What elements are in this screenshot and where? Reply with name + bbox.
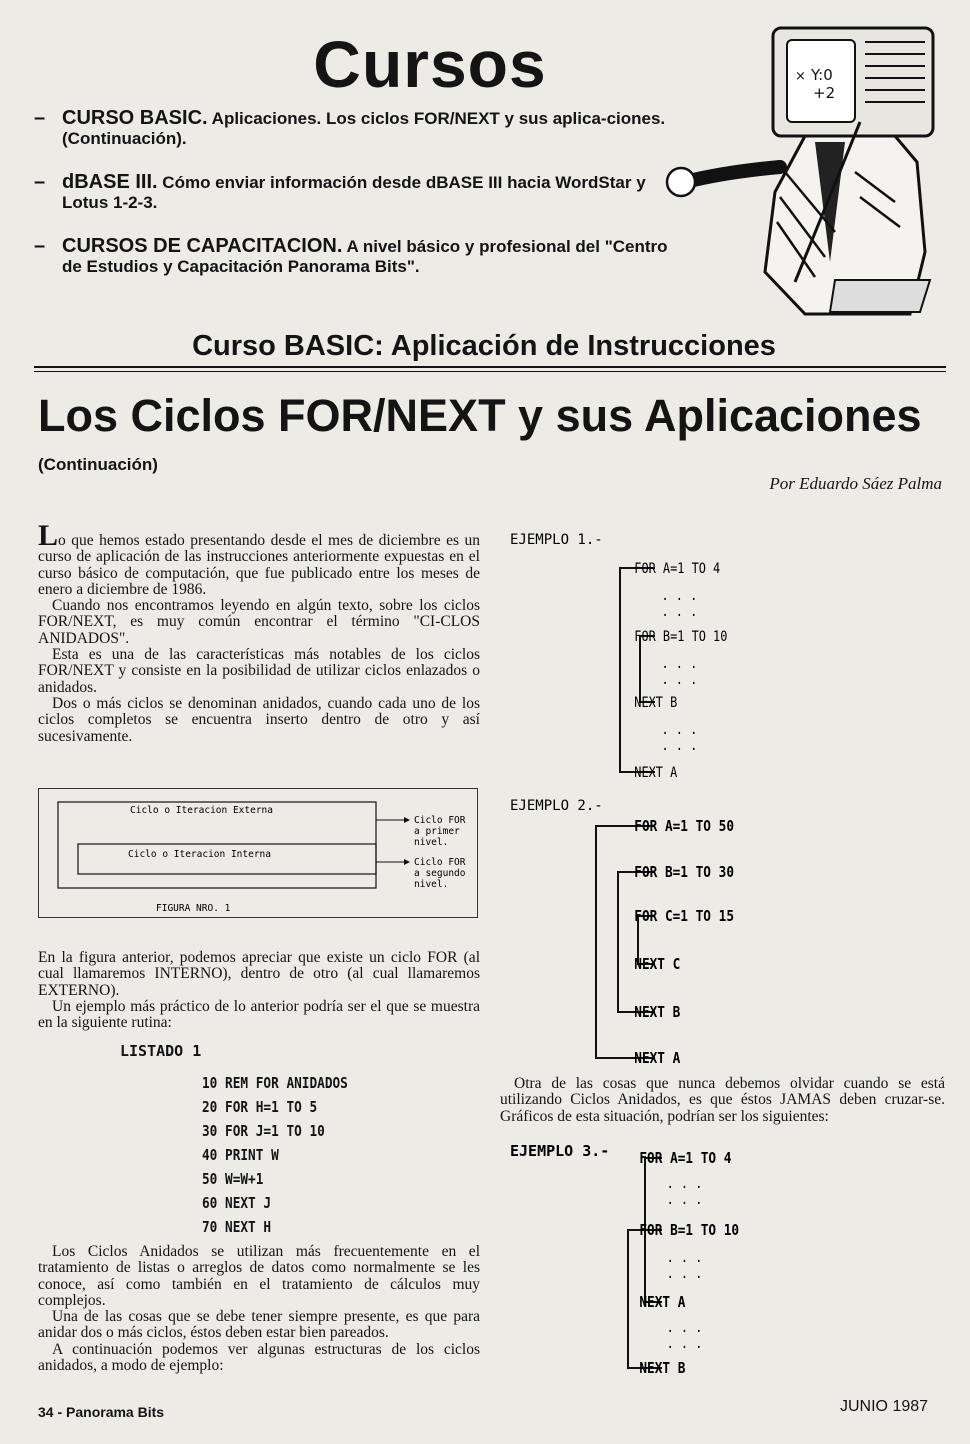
example-1-label: EJEMPLO 1.-	[510, 532, 603, 548]
teacher-hand	[667, 168, 695, 196]
example-1-line-4: NEXT A	[634, 765, 678, 782]
paragraph-8: Una de las cosas que se debe tener siempre presente, es que para anidar dos o más ciclos, éstos deben estar bien pareados.	[38, 1308, 480, 1342]
dots: . . .	[666, 1176, 703, 1193]
figure-caption: FIGURA NRO. 1	[156, 903, 231, 914]
dots: . . .	[661, 738, 698, 755]
toc-lead: CURSOS DE CAPACITACION.	[62, 235, 343, 257]
byline: Por Eduardo Sáez Palma	[769, 474, 942, 493]
example-3-line-2: FOR B=1 TO 10	[639, 1222, 740, 1240]
toc-lead: CURSO BASIC.	[62, 107, 208, 129]
example-2-line-2: FOR B=1 TO 30	[634, 864, 734, 882]
dots: . . .	[666, 1192, 703, 1209]
dots: . . .	[666, 1320, 703, 1337]
footer-issue-date: JUNIO 1987	[840, 1398, 929, 1415]
dots: . . .	[661, 604, 698, 621]
continuation-label: (Continuación)	[38, 455, 158, 474]
note-inner-2: a segundo	[414, 868, 466, 879]
screen-line-2: +2	[813, 84, 836, 102]
dots: . . .	[661, 672, 698, 689]
figure-1-nested-loops	[38, 788, 478, 918]
toc-lead: dBASE III.	[62, 171, 158, 193]
dots: . . .	[666, 1266, 703, 1283]
divider-rule-thin	[34, 371, 946, 372]
footer-page-number: 34 - Panorama Bits	[38, 1404, 165, 1420]
code-line: 20 FOR H=1 TO 5	[202, 1098, 318, 1116]
example-1-inner-bracket	[640, 636, 655, 702]
arrow-outer-head	[404, 817, 410, 823]
section-title: Cursos	[313, 27, 547, 101]
closing-text-block	[38, 1244, 480, 1374]
paragraph-5: En la figura anterior, podemos apreciar que existe un ciclo FOR (al cual llamaremos INTERNO), dentro de otro (al cual llamaremos EXTERNO).	[38, 949, 480, 999]
toc-text: Cómo enviar información desde dBASE III hacia WordStar y Lotus 1-2-3.	[62, 173, 646, 212]
dots: . . .	[666, 1250, 703, 1267]
arrow-inner-head	[404, 859, 410, 865]
article-title: Los Ciclos FOR/NEXT y sus Aplicaciones	[38, 390, 922, 441]
paragraph-1	[38, 519, 480, 598]
code-line: 40 PRINT W	[202, 1146, 279, 1164]
code-line: 10 REM FOR ANIDADOS	[202, 1074, 348, 1092]
example-2-line-3: FOR C=1 TO 15	[634, 908, 734, 926]
example-1-outer-bracket	[620, 568, 655, 772]
note-inner-1: Ciclo FOR	[414, 857, 466, 868]
paragraph-6: Un ejemplo más práctico de lo anterior podría ser el que se muestra en la siguiente rutina:	[38, 997, 480, 1032]
note-outer-1: Ciclo FOR	[414, 815, 466, 826]
figure-explanation-block	[38, 950, 480, 1031]
toc-dash: –	[34, 235, 46, 257]
example-2-line-6: NEXT A	[634, 1050, 681, 1068]
dots: . . .	[661, 588, 698, 605]
example-3-line-3: NEXT A	[639, 1294, 686, 1312]
crossing-text-block	[500, 1076, 945, 1125]
code-line: 60 NEXT J	[202, 1194, 272, 1212]
code-line: 30 FOR J=1 TO 10	[202, 1122, 325, 1140]
outer-loop-label: Ciclo o Iteracion Externa	[130, 805, 273, 816]
dots: . . .	[666, 1336, 703, 1353]
paragraph-10: Otra de las cosas que nunca debemos olvidar cuando se está utilizando Ciclos Anidados, es que éstos JAMAS deben cruzar-se. Gráficos de esta situación, podrían ser los siguientes:	[500, 1075, 945, 1125]
paragraph-1-text: o que hemos estado presentando desde el mes de diciembre es un curso de aplicación de las instrucciones anteriormente expuestas en el curso básico de computación, que fue publicado entre los meses de enero a diciembre de 1986.	[38, 532, 480, 598]
paragraph-4: Dos o más ciclos se denominan anidados, cuando cada uno de los ciclos completos se encuentra inserto dentro de otro y así sucesivamente.	[38, 694, 480, 745]
article-subhead: Curso BASIC: Aplicación de Instrucciones	[192, 330, 776, 362]
examples-diagram	[500, 520, 960, 1390]
example-2-outer-bracket	[596, 826, 655, 1058]
example-3-line-1: FOR A=1 TO 4	[639, 1150, 732, 1168]
teacher-leg	[830, 280, 930, 312]
toc-dash: –	[34, 171, 46, 193]
note-outer-3: nivel.	[414, 837, 449, 848]
screen-x-icon: ×	[795, 69, 806, 84]
toc-text: A nivel básico y profesional del "Centro de Estudios y Capacitación Panorama Bits".	[62, 237, 668, 276]
example-1-line-3: NEXT B	[634, 695, 678, 712]
dropcap: L	[38, 519, 59, 552]
paragraph-7: Los Ciclos Anidados se utilizan más frecuentemente en el tratamiento de listas o arreglos de datos como normalmente se les conoce, así como también en el tratamiento de cálculos muy complejos.	[38, 1243, 480, 1309]
paragraph-9: A continuación podemos ver algunas estructuras de los ciclos anidados, a modo de ejemplo:	[38, 1340, 480, 1375]
computer-teacher-illustration	[655, 22, 955, 322]
note-inner-3: nivel.	[414, 879, 449, 890]
paragraph-3: Esta es una de las características más notables de los ciclos FOR/NEXT y consiste en la posibilidad de utilizar ciclos enlazados o anidados.	[38, 646, 480, 696]
example-2-label: EJEMPLO 2.-	[510, 798, 603, 814]
example-2-line-4: NEXT C	[634, 956, 681, 974]
example-1-line-2: FOR B=1 TO 10	[634, 629, 728, 646]
toc-text: Aplicaciones. Los ciclos FOR/NEXT y sus aplica-ciones. (Continuación).	[62, 109, 666, 148]
dots: . . .	[661, 656, 698, 673]
dots: . . .	[661, 722, 698, 739]
example-1-line-1: FOR A=1 TO 4	[634, 561, 721, 578]
intro-text-block	[38, 519, 480, 745]
screen-line-1: Y:0	[811, 66, 833, 84]
code-line: 50 W=W+1	[202, 1170, 264, 1188]
note-outer-2: a primer	[414, 826, 460, 837]
example-3-label: EJEMPLO 3.-	[510, 1142, 610, 1160]
divider-rule	[34, 366, 946, 368]
teacher-arm	[685, 167, 780, 182]
toc-dash: –	[34, 107, 46, 129]
example-2-middle-bracket	[618, 872, 655, 1012]
example-2-line-5: NEXT B	[634, 1004, 681, 1022]
toc-item-cursos-capacitacion	[34, 236, 674, 277]
toc-item-curso-basic	[34, 108, 674, 149]
example-2-line-1: FOR A=1 TO 50	[634, 818, 734, 836]
inner-loop-label: Ciclo o Iteracion Interna	[128, 849, 271, 860]
example-3-line-4: NEXT B	[639, 1360, 686, 1378]
paragraph-2: Cuando nos encontramos leyendo en algún texto, sobre los ciclos FOR/NEXT, es muy común encontrar el término "CI-CLOS ANIDADOS".	[38, 597, 480, 647]
listing-title: LISTADO 1	[120, 1042, 202, 1060]
code-line: 70 NEXT H	[202, 1218, 272, 1236]
toc-item-dbase	[34, 172, 674, 213]
